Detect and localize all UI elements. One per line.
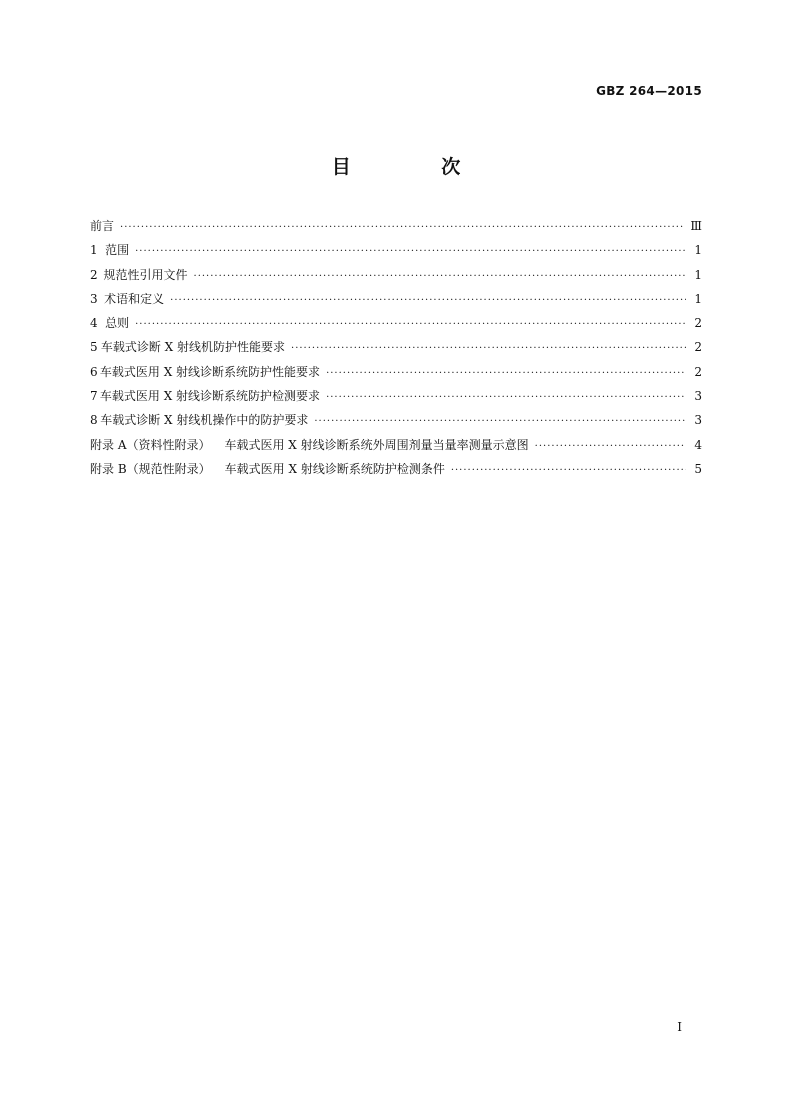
toc-entry-label: 范围 xyxy=(105,243,130,258)
toc-entry-7[interactable] xyxy=(90,384,702,408)
toc-entry-label: 附录 A（资料性附录） xyxy=(90,437,211,452)
toc-entry-page: 1 xyxy=(694,291,702,306)
toc-entry-number: 6 xyxy=(90,364,98,379)
toc-leader-dots xyxy=(291,337,686,361)
table-of-contents xyxy=(90,214,702,481)
toc-entry-6[interactable] xyxy=(90,360,702,384)
toc-leader-dots xyxy=(120,216,684,240)
toc-leader-dots xyxy=(170,289,686,313)
toc-entry-number: 7 xyxy=(90,389,98,404)
toc-entry-annex-a[interactable] xyxy=(90,433,702,457)
toc-entry-annex-title: 车载式医用 X 射线诊断系统防护检测条件 xyxy=(224,461,445,476)
toc-entry-foreword[interactable] xyxy=(90,214,702,238)
toc-entry-8[interactable] xyxy=(90,408,702,432)
toc-entry-page: 1 xyxy=(694,267,702,282)
toc-entry-number: 5 xyxy=(90,340,98,355)
toc-entry-number: 1 xyxy=(90,243,98,258)
page-title: 目 次 xyxy=(331,156,503,178)
toc-entry-number: 4 xyxy=(90,316,98,331)
page-folio: I xyxy=(677,1020,682,1034)
toc-entry-number: 3 xyxy=(90,291,98,306)
toc-entry-number: 8 xyxy=(90,413,98,428)
toc-leader-dots xyxy=(326,386,686,410)
toc-entry-label: 术语和定义 xyxy=(104,291,165,306)
toc-entry-3[interactable] xyxy=(90,287,702,311)
toc-entry-1[interactable] xyxy=(90,238,702,262)
toc-entry-label: 车载式诊断 X 射线机防护性能要求 xyxy=(100,340,286,355)
standard-code: GBZ 264—2015 xyxy=(596,84,702,98)
toc-entry-label: 前言 xyxy=(90,219,115,233)
toc-entry-page: 4 xyxy=(694,437,702,452)
toc-entry-label: 总则 xyxy=(105,316,130,331)
toc-entry-5[interactable] xyxy=(90,335,702,359)
toc-entry-page: 1 xyxy=(694,243,702,258)
toc-entry-page: 2 xyxy=(694,340,702,355)
toc-entry-label: 车载式诊断 X 射线机操作中的防护要求 xyxy=(100,413,309,428)
toc-entry-2[interactable] xyxy=(90,263,702,287)
toc-entry-page: 3 xyxy=(694,389,702,404)
toc-entry-number: 2 xyxy=(90,267,98,282)
toc-entry-page: 5 xyxy=(694,461,702,476)
toc-entry-page: 2 xyxy=(694,364,702,379)
toc-entry-4[interactable] xyxy=(90,311,702,335)
toc-entry-label: 规范性引用文件 xyxy=(103,267,188,282)
toc-leader-dots xyxy=(326,362,686,386)
toc-entry-label: 车载式医用 X 射线诊断系统防护性能要求 xyxy=(99,364,321,379)
toc-entry-annex-title: 车载式医用 X 射线诊断系统外周围剂量当量率测量示意图 xyxy=(224,437,529,452)
toc-leader-dots xyxy=(135,240,686,264)
toc-entry-label: 附录 B（规范性附录） xyxy=(90,461,211,476)
toc-leader-dots xyxy=(535,435,686,459)
toc-entry-page: 3 xyxy=(694,413,702,428)
toc-entry-label: 车载式医用 X 射线诊断系统防护检测要求 xyxy=(99,389,321,404)
toc-leader-dots xyxy=(314,410,686,434)
toc-entry-page: Ⅲ xyxy=(690,219,702,233)
toc-leader-dots xyxy=(451,459,686,483)
toc-leader-dots xyxy=(135,313,686,337)
toc-entry-page: 2 xyxy=(694,316,702,331)
toc-entry-annex-b[interactable] xyxy=(90,457,702,481)
toc-leader-dots xyxy=(194,265,686,289)
